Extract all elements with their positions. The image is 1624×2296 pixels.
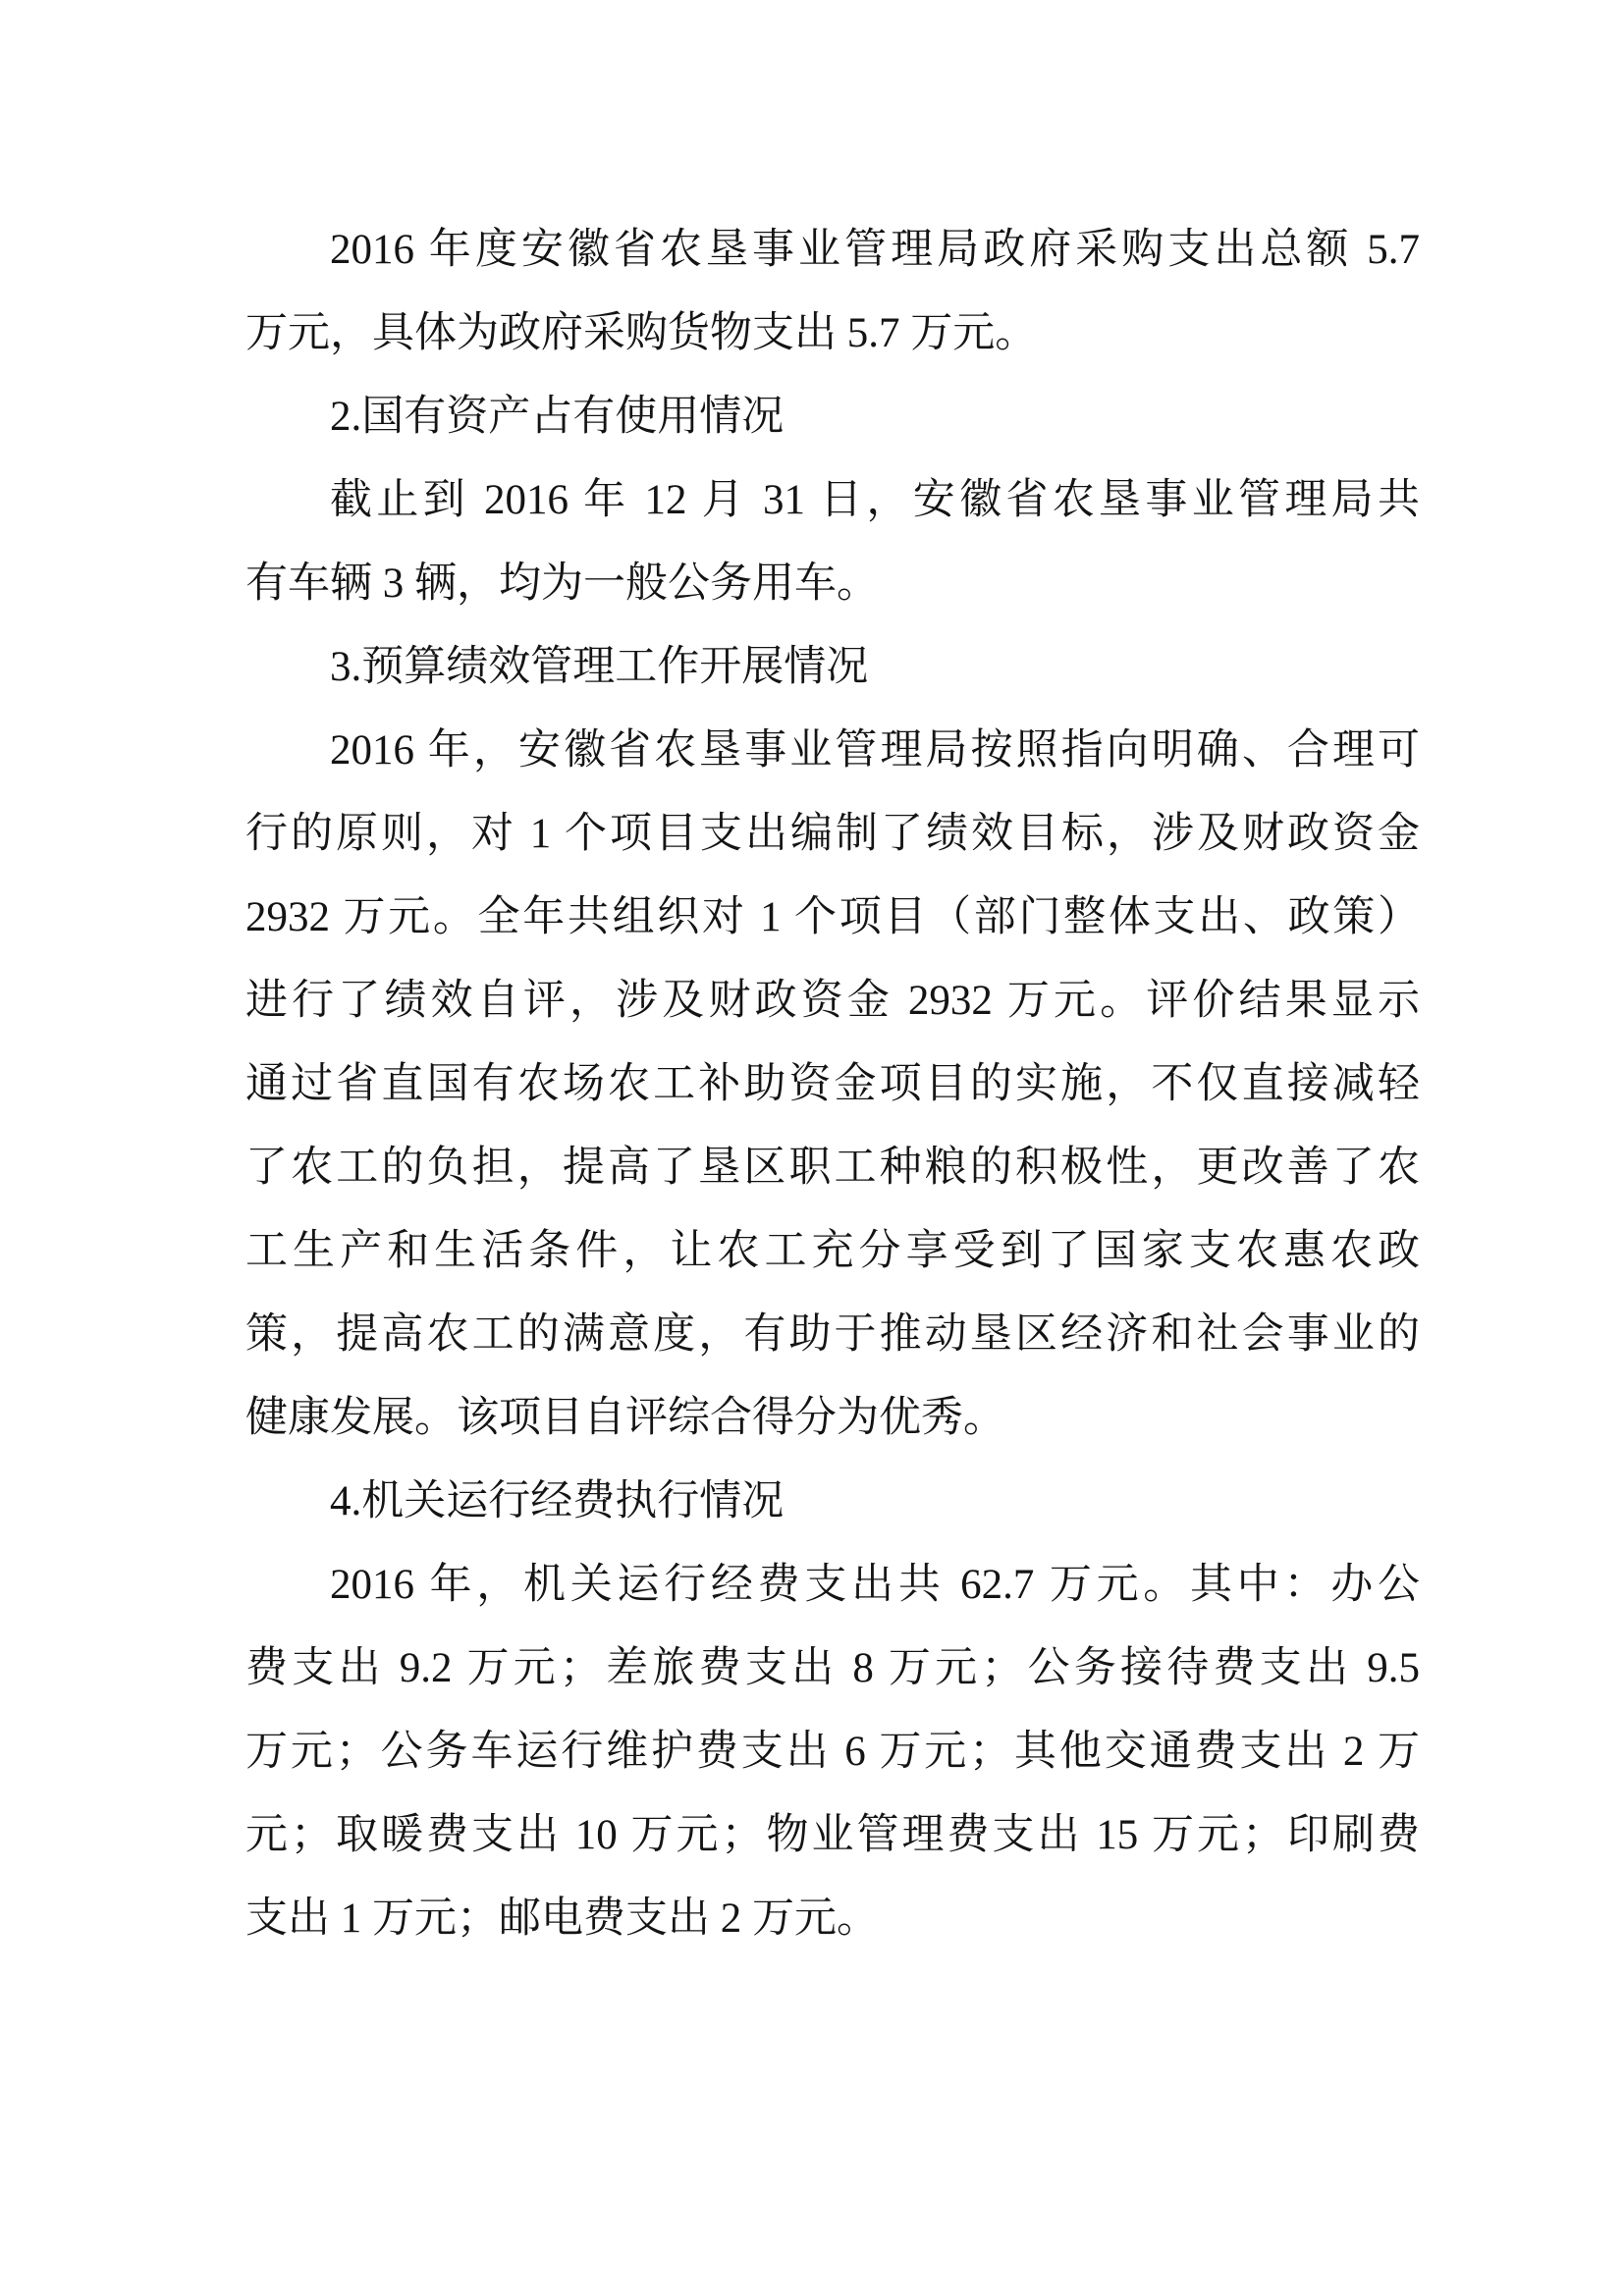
text-line: 了农工的负担，提高了垦区职工种粮的积极性，更改善了农 <box>245 1145 1420 1191</box>
text-line: 元；取暖费支出 10 万元；物业管理费支出 15 万元；印刷费 <box>245 1812 1420 1858</box>
text-line: 2016 年，机关运行经费支出共 62.7 万元。其中：办公 <box>330 1562 1420 1608</box>
document-body <box>245 208 1420 1960</box>
text-line: 通过省直国有农场农工补助资金项目的实施，不仅直接减轻 <box>245 1061 1420 1107</box>
text-line: 有车辆 3 辆，均为一般公务用车。 <box>245 561 879 607</box>
text-line: 万元；公务车运行维护费支出 6 万元；其他交通费支出 2 万 <box>245 1729 1420 1775</box>
text-line: 2.国有资产占有使用情况 <box>330 394 785 440</box>
text-line: 截止到 2016 年 12 月 31 日，安徽省农垦事业管理局共 <box>330 477 1420 523</box>
text-line: 费支出 9.2 万元；差旅费支出 8 万元；公务接待费支出 9.5 <box>245 1645 1420 1691</box>
text-line: 支出 1 万元；邮电费支出 2 万元。 <box>245 1896 879 1942</box>
text-line: 2932 万元。全年共组织对 1 个项目（部门整体支出、政策） <box>245 894 1420 940</box>
text-line: 策，提高农工的满意度，有助于推动垦区经济和社会事业的 <box>245 1311 1420 1358</box>
text-line: 健康发展。该项目自评综合得分为优秀。 <box>245 1395 1005 1441</box>
text-line: 进行了绩效自评，涉及财政资金 2932 万元。评价结果显示 <box>245 978 1420 1024</box>
text-line: 工生产和生活条件，让农工充分享受到了国家支农惠农政 <box>245 1228 1420 1274</box>
text-line: 4.机关运行经费执行情况 <box>330 1478 785 1524</box>
text-line: 2016 年，安徽省农垦事业管理局按照指向明确、合理可 <box>330 727 1420 774</box>
text-line: 万元，具体为政府采购货物支出 5.7 万元。 <box>245 310 1038 356</box>
text-line: 行的原则，对 1 个项目支出编制了绩效目标，涉及财政资金 <box>245 811 1420 857</box>
text-line: 2016 年度安徽省农垦事业管理局政府采购支出总额 5.7 <box>330 227 1420 273</box>
text-line: 3.预算绩效管理工作开展情况 <box>330 644 869 690</box>
